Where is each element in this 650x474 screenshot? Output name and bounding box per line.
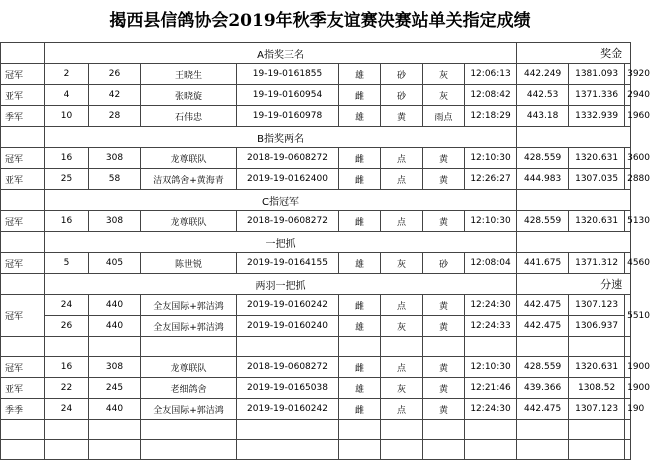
result-row: [1, 85, 631, 106]
owner-cell: 龙尊联队: [141, 357, 237, 378]
section-heading: C指冠军: [45, 190, 517, 211]
empty-cell: [381, 337, 423, 357]
loft-number-cell: 28: [89, 106, 141, 127]
speed-cell: 1307.123: [569, 295, 625, 316]
speed-cell: 1381.093: [569, 64, 625, 85]
sex-cell: 雌: [339, 357, 381, 378]
owner-cell: 洁双鸽舍+黄海青: [141, 169, 237, 190]
section-right-label: [517, 190, 631, 211]
sex-cell: 雌: [339, 295, 381, 316]
sex-cell: 雌: [339, 169, 381, 190]
loft-number-cell: 42: [89, 85, 141, 106]
prize-cell: 5510: [625, 295, 631, 337]
section-header-row: [1, 43, 631, 64]
prize-cell: 1960: [625, 106, 631, 127]
ring-number-cell: 2018-19-0608272: [237, 148, 339, 169]
section-right-label: 分速: [517, 274, 631, 295]
feather-color-cell: 灰: [381, 253, 423, 274]
prize-cell: 5130: [625, 211, 631, 232]
feather-color-cell: 砂: [381, 85, 423, 106]
rank-cell: 季军: [1, 106, 45, 127]
prize-cell: 1900: [625, 357, 631, 378]
empty-cell: [1, 337, 45, 357]
number-cell: 22: [45, 378, 89, 399]
empty-cell: [89, 440, 141, 460]
distance-cell: 428.559: [517, 211, 569, 232]
pair-row: [1, 316, 631, 337]
speed-cell: 1306.937: [569, 316, 625, 337]
arrival-time-cell: 12:21:46: [465, 378, 517, 399]
empty-cell: [45, 337, 89, 357]
ring-number-cell: 2018-19-0608272: [237, 211, 339, 232]
arrival-time-cell: 12:10:30: [465, 357, 517, 378]
arrival-time-cell: 12:26:27: [465, 169, 517, 190]
rank-cell: 冠军: [1, 148, 45, 169]
arrival-time-cell: 12:18:29: [465, 106, 517, 127]
prize-cell: 190: [625, 399, 631, 420]
result-row: [1, 169, 631, 190]
feather-color-cell: 点: [381, 211, 423, 232]
section-header-row: [1, 232, 631, 253]
result-row: [1, 148, 631, 169]
empty-cell: [465, 420, 517, 440]
ring-number-cell: 2019-19-0160240: [237, 316, 339, 337]
empty-cell: [381, 420, 423, 440]
feather-color-cell: 点: [381, 399, 423, 420]
speed-cell: 1320.631: [569, 357, 625, 378]
owner-cell: 全友国际+郭洁鸿: [141, 316, 237, 337]
speed-cell: 1320.631: [569, 148, 625, 169]
number-cell: 16: [45, 211, 89, 232]
owner-cell: 全友国际+郭洁鸿: [141, 295, 237, 316]
eye-cell: 灰: [423, 64, 465, 85]
prize-cell: 3600: [625, 148, 631, 169]
empty-cell: [141, 337, 237, 357]
sex-cell: 雌: [339, 399, 381, 420]
loft-number-cell: 308: [89, 148, 141, 169]
results-table: [0, 42, 650, 460]
loft-number-cell: 308: [89, 357, 141, 378]
ring-number-cell: 2019-19-0160242: [237, 295, 339, 316]
arrival-time-cell: 12:24:33: [465, 316, 517, 337]
ring-number-cell: 19-19-0160978: [237, 106, 339, 127]
sex-cell: 雌: [339, 148, 381, 169]
loft-number-cell: 440: [89, 295, 141, 316]
empty-cell: [517, 440, 569, 460]
arrival-time-cell: 12:24:30: [465, 399, 517, 420]
arrival-time-cell: 12:10:30: [465, 211, 517, 232]
feather-color-cell: 灰: [381, 378, 423, 399]
arrival-time-cell: 12:24:30: [465, 295, 517, 316]
feather-color-cell: 点: [381, 148, 423, 169]
empty-cell: [89, 337, 141, 357]
result-row: [1, 399, 631, 420]
empty-cell: [1, 127, 45, 148]
eye-cell: 黄: [423, 148, 465, 169]
owner-cell: 全友国际+郭洁鸿: [141, 399, 237, 420]
ring-number-cell: 19-19-0160954: [237, 85, 339, 106]
empty-cell: [339, 420, 381, 440]
eye-cell: 黄: [423, 357, 465, 378]
results-table-body: [1, 43, 650, 460]
eye-cell: 黄: [423, 169, 465, 190]
distance-cell: 442.53: [517, 85, 569, 106]
feather-color-cell: 点: [381, 295, 423, 316]
result-row: [1, 253, 631, 274]
prize-cell: 2880: [625, 169, 631, 190]
ring-number-cell: 2019-19-0165038: [237, 378, 339, 399]
owner-cell: 龙尊联队: [141, 211, 237, 232]
section-header-row: [1, 190, 631, 211]
prize-cell: 3920: [625, 64, 631, 85]
rank-cell: 冠军: [1, 211, 45, 232]
sex-cell: 雄: [339, 253, 381, 274]
page-title: 揭西县信鸽协会2019年秋季友谊赛决赛站单关指定成绩: [109, 11, 531, 31]
section-right-label: 奖金: [517, 43, 631, 64]
section-right-label: [517, 232, 631, 253]
prize-cell: 4560: [625, 253, 631, 274]
empty-cell: [517, 420, 569, 440]
distance-cell: 428.559: [517, 148, 569, 169]
distance-cell: 444.983: [517, 169, 569, 190]
distance-cell: 442.475: [517, 295, 569, 316]
loft-number-cell: 308: [89, 211, 141, 232]
prize-cell: 2940: [625, 85, 631, 106]
empty-cell: [339, 440, 381, 460]
results-sheet: [0, 42, 650, 460]
owner-cell: 陈世锐: [141, 253, 237, 274]
section-right-label: [517, 127, 631, 148]
eye-cell: 黄: [423, 378, 465, 399]
sex-cell: 雄: [339, 378, 381, 399]
loft-number-cell: 405: [89, 253, 141, 274]
empty-cell: [625, 420, 631, 440]
owner-cell: 龙尊联队: [141, 148, 237, 169]
empty-cell: [1, 232, 45, 253]
feather-color-cell: 点: [381, 357, 423, 378]
empty-cell: [423, 440, 465, 460]
empty-cell: [141, 420, 237, 440]
rank-cell: 冠军: [1, 357, 45, 378]
rank-cell: 季季: [1, 399, 45, 420]
feather-color-cell: 点: [381, 169, 423, 190]
rank-cell: 冠军: [1, 64, 45, 85]
empty-cell: [569, 440, 625, 460]
sex-cell: 雄: [339, 316, 381, 337]
empty-cell: [569, 420, 625, 440]
result-row: [1, 357, 631, 378]
blank-row: [1, 440, 631, 460]
loft-number-cell: 58: [89, 169, 141, 190]
sex-cell: 雄: [339, 64, 381, 85]
prize-cell: 1900: [625, 378, 631, 399]
sex-cell: 雌: [339, 211, 381, 232]
number-cell: 4: [45, 85, 89, 106]
loft-number-cell: 26: [89, 64, 141, 85]
empty-cell: [423, 420, 465, 440]
distance-cell: 442.475: [517, 399, 569, 420]
rank-cell: 冠军: [1, 253, 45, 274]
owner-cell: 张晓旋: [141, 85, 237, 106]
empty-cell: [517, 337, 569, 357]
result-row: [1, 106, 631, 127]
distance-cell: 439.366: [517, 378, 569, 399]
number-cell: 10: [45, 106, 89, 127]
empty-cell: [1, 43, 45, 64]
distance-cell: 428.559: [517, 357, 569, 378]
number-cell: 24: [45, 399, 89, 420]
number-cell: 24: [45, 295, 89, 316]
empty-cell: [423, 337, 465, 357]
owner-cell: 石伟忠: [141, 106, 237, 127]
eye-cell: 黄: [423, 211, 465, 232]
empty-cell: [45, 420, 89, 440]
result-row: [1, 64, 631, 85]
section-header-row: [1, 274, 631, 295]
distance-cell: 442.249: [517, 64, 569, 85]
speed-cell: 1320.631: [569, 211, 625, 232]
speed-cell: 1371.336: [569, 85, 625, 106]
pair-row: [1, 295, 631, 316]
empty-cell: [45, 440, 89, 460]
section-heading: 一把抓: [45, 232, 517, 253]
empty-cell: [569, 337, 625, 357]
speed-cell: 1307.035: [569, 169, 625, 190]
ring-number-cell: 2018-19-0608272: [237, 357, 339, 378]
section-heading: A指奖三名: [45, 43, 517, 64]
owner-cell: 王晓生: [141, 64, 237, 85]
rank-cell: 亚军: [1, 85, 45, 106]
feather-color-cell: 灰: [381, 316, 423, 337]
empty-cell: [1, 420, 45, 440]
empty-cell: [141, 440, 237, 460]
arrival-time-cell: 12:08:42: [465, 85, 517, 106]
arrival-time-cell: 12:06:13: [465, 64, 517, 85]
empty-cell: [89, 420, 141, 440]
eye-cell: 黄: [423, 399, 465, 420]
section-heading: 两羽一把抓: [45, 274, 517, 295]
eye-cell: 砂: [423, 253, 465, 274]
empty-cell: [237, 337, 339, 357]
empty-cell: [1, 440, 45, 460]
number-cell: 2: [45, 64, 89, 85]
empty-cell: [381, 440, 423, 460]
ring-number-cell: 2019-19-0160242: [237, 399, 339, 420]
blank-row: [1, 337, 631, 357]
rank-cell: 亚军: [1, 378, 45, 399]
number-cell: 16: [45, 148, 89, 169]
loft-number-cell: 440: [89, 399, 141, 420]
rank-cell: 冠军: [1, 295, 45, 337]
distance-cell: 441.675: [517, 253, 569, 274]
eye-cell: 灰: [423, 85, 465, 106]
empty-cell: [465, 337, 517, 357]
loft-number-cell: 440: [89, 316, 141, 337]
empty-cell: [237, 420, 339, 440]
arrival-time-cell: 12:10:30: [465, 148, 517, 169]
distance-cell: 442.475: [517, 316, 569, 337]
blank-row: [1, 420, 631, 440]
empty-cell: [1, 190, 45, 211]
eye-cell: 黄: [423, 295, 465, 316]
section-heading: B指奖两名: [45, 127, 517, 148]
number-cell: 5: [45, 253, 89, 274]
sex-cell: 雄: [339, 106, 381, 127]
empty-cell: [237, 440, 339, 460]
feather-color-cell: 黄: [381, 106, 423, 127]
sex-cell: 雌: [339, 85, 381, 106]
distance-cell: 443.18: [517, 106, 569, 127]
speed-cell: 1307.123: [569, 399, 625, 420]
empty-cell: [465, 440, 517, 460]
speed-cell: 1308.52: [569, 378, 625, 399]
empty-cell: [1, 274, 45, 295]
eye-cell: 黄: [423, 316, 465, 337]
section-header-row: [1, 127, 631, 148]
result-row: [1, 378, 631, 399]
result-row: [1, 211, 631, 232]
ring-number-cell: 19-19-0161855: [237, 64, 339, 85]
empty-cell: [625, 440, 631, 460]
loft-number-cell: 245: [89, 378, 141, 399]
number-cell: 25: [45, 169, 89, 190]
speed-cell: 1332.939: [569, 106, 625, 127]
number-cell: 26: [45, 316, 89, 337]
number-cell: 16: [45, 357, 89, 378]
feather-color-cell: 砂: [381, 64, 423, 85]
eye-cell: 雨点: [423, 106, 465, 127]
ring-number-cell: 2019-19-0162400: [237, 169, 339, 190]
speed-cell: 1371.312: [569, 253, 625, 274]
empty-cell: [339, 337, 381, 357]
arrival-time-cell: 12:08:04: [465, 253, 517, 274]
owner-cell: 老细鸽舍: [141, 378, 237, 399]
rank-cell: 亚军: [1, 169, 45, 190]
empty-cell: [625, 337, 631, 357]
ring-number-cell: 2019-19-0164155: [237, 253, 339, 274]
